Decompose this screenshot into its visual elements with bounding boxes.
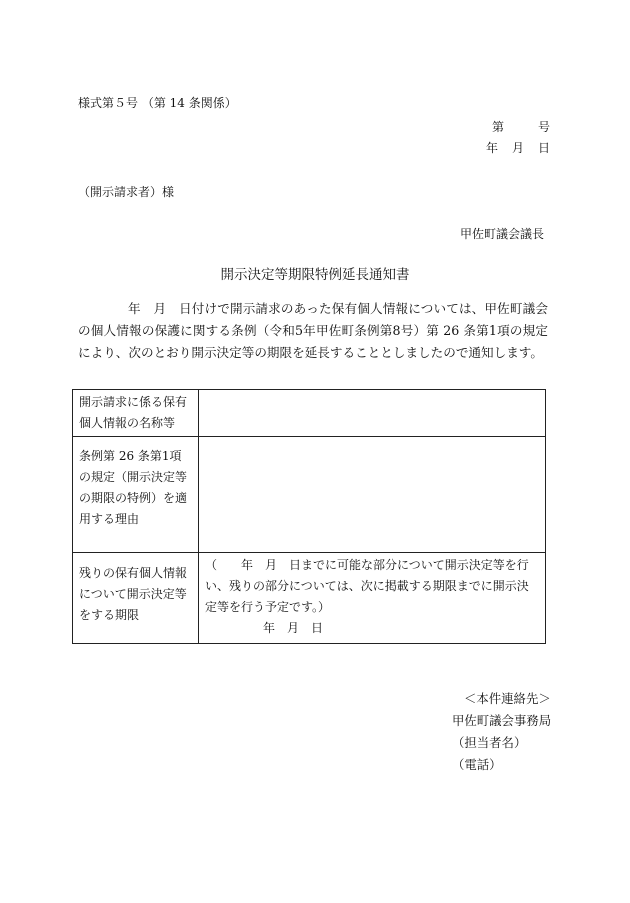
document-number-line <box>492 118 550 135</box>
row-label-deadline: 残りの保有個人情報について開示決定等をする期限 <box>73 553 199 644</box>
extension-info-table <box>72 389 546 644</box>
row-label-reason: 条例第 26 条第1項の規定（開示決定等の期限の特例）を適用する理由 <box>73 437 199 553</box>
table-row <box>73 390 546 437</box>
notice-body-text: 年 月 日付けで開示請求のあった保有個人情報については、甲佐町議会の個人情報の保護に関する条例（令和5年甲佐町条例第8号）第 26 条第1項の規定により、次のとおり開示決定等の期限を延長することとしましたので通知します。 <box>78 301 548 360</box>
contact-phone: （電話） <box>452 757 502 772</box>
form-number-label: 様式第５号 （第 14 条関係） <box>78 96 237 110</box>
document-title: 開示決定等期限特例延長通知書 <box>220 267 410 283</box>
row-value-reason <box>199 437 546 553</box>
sender-name: 甲佐町議会議長 <box>459 227 544 241</box>
contact-person: （担当者名） <box>452 735 527 750</box>
row-value-info-name <box>199 390 546 437</box>
date-year: 年 <box>485 141 498 155</box>
date-month: 月 <box>511 141 524 155</box>
contact-heading: ＜本件連絡先＞ <box>464 691 551 706</box>
date-day: 日 <box>537 141 550 155</box>
deadline-date: 年 月 日 <box>263 621 324 635</box>
table-row <box>73 553 546 644</box>
contact-office: 甲佐町議会事務局 <box>452 713 552 728</box>
number-suffix: 号 <box>537 120 550 134</box>
deadline-note: （ 年 月 日までに可能な部分について開示決定等を行い、残りの部分については、次に掲載する期限までに開示決定等を行う予定です。） <box>205 558 529 614</box>
contact-block <box>452 688 551 776</box>
number-prefix: 第 <box>491 120 504 134</box>
table-row <box>73 437 546 553</box>
row-value-deadline <box>199 553 546 644</box>
row-label-info-name: 開示請求に係る保有個人情報の名称等 <box>73 390 199 437</box>
issue-date-line <box>486 139 550 156</box>
recipient-name: （開示請求者）様 <box>78 185 175 199</box>
